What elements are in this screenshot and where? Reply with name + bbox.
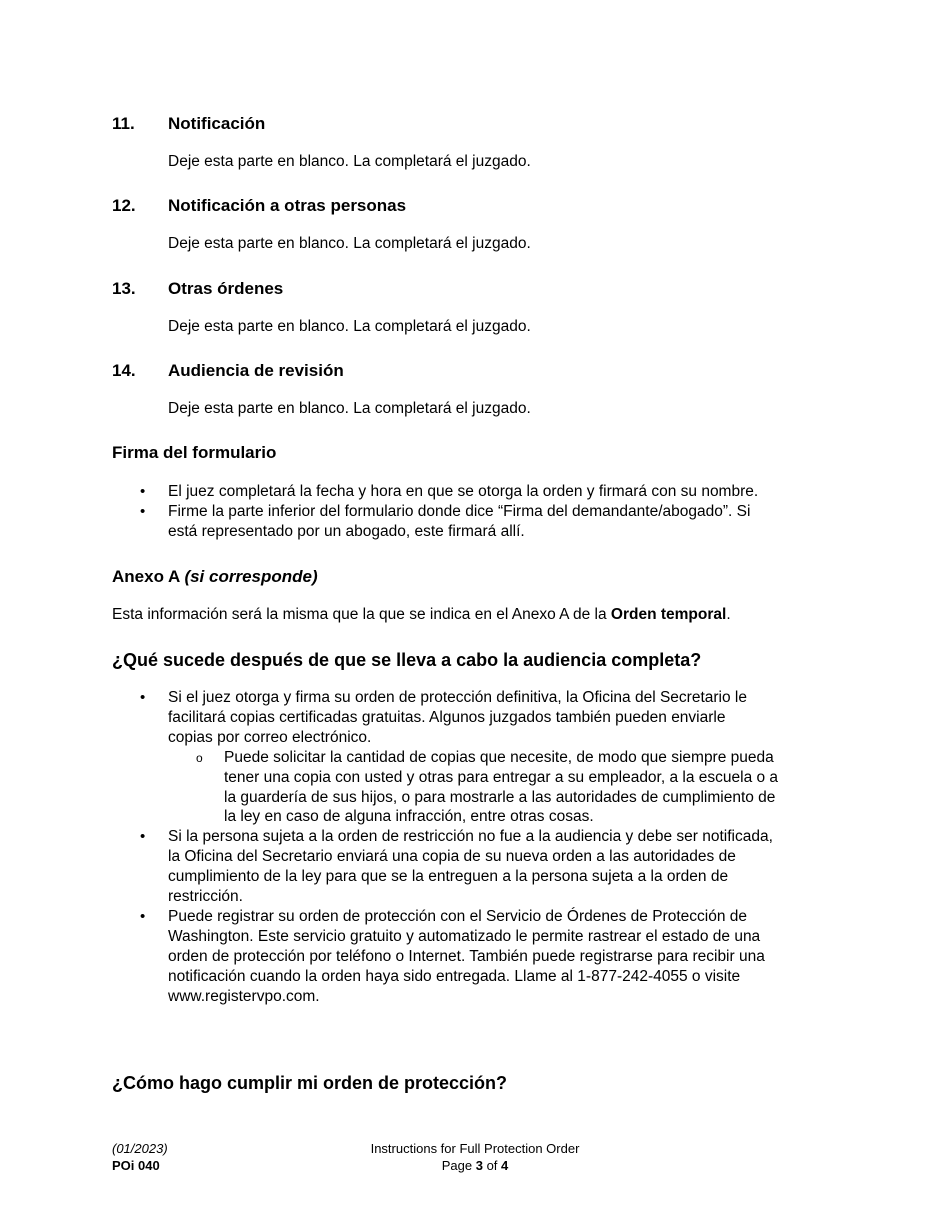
footer-doc-title: Instructions for Full Protection Order [370,1141,580,1156]
despues-bullet-1-line: facilitará copias certificadas gratuitas. Algunos juzgados también pueden enviarle [168,709,726,726]
despues-sub-bullet-line: Puede solicitar la cantidad de copias que necesite, de modo que siempre pueda [224,749,774,766]
section-14-number: 14. [112,361,136,380]
section-12-title: Notificación a otras personas [168,196,407,215]
despues-bullet-3-line: Washington. Este servicio gratuito y automatizado le permite rastrear el estado de una [168,928,761,945]
despues-bullet-2-line: la Oficina del Secretario enviará una copia de su nueva orden a las autoridades de [168,848,736,865]
bullet-dot: • [140,483,146,500]
footer-page-number: 3 [475,1158,483,1173]
bullet-dot: • [140,828,146,845]
anexo-text [112,606,731,624]
firma-bullet-2-line-2: está representado por un abogado, este firmará allí. [168,523,525,540]
section-12-number: 12. [112,196,136,215]
anexo-title-italic: (si corresponde) [184,567,318,586]
despues-bullet-3-line: Puede registrar su orden de protección con el Servicio de Órdenes de Protección de [168,908,748,925]
despues-sub-bullet-line: tener una copia con usted y otras para entregar a su empleador, a la escuela o a [224,769,779,786]
footer-of-word: of [486,1158,498,1173]
despues-bullet-3-line: orden de protección por teléfono o Internet. También puede registrarse para recibir una [168,948,765,965]
section-11-text: Deje esta parte en blanco. La completará el juzgado. [168,153,531,170]
footer-page-word: Page [441,1158,473,1173]
despues-bullet-3-link[interactable]: www.registervpo.com. [168,988,320,1005]
despues-bullet-3-line: notificación cuando la orden haya sido entregada. Llame al 1-877-242-4055 o visite [168,968,741,985]
footer-form-number: POi 040 [112,1158,160,1173]
section-12-text: Deje esta parte en blanco. La completará el juzgado. [168,235,531,252]
section-13-title: Otras órdenes [168,279,284,298]
anexo-text-pre: Esta información será la misma que la que se indica en el Anexo A de la [112,606,611,623]
section-11-number: 11. [112,114,135,133]
despues-bullet-2-line: restricción. [168,888,243,905]
despues-bullet-1-line: copias por correo electrónico. [168,729,372,746]
firma-heading: Firma del formulario [112,443,277,462]
section-11-title: Notificación [168,114,266,133]
bullet-dot: • [140,908,146,925]
como-heading: ¿Cómo hago cumplir mi orden de protección? [112,1073,508,1093]
anexo-text-bold: Orden temporal [610,606,727,623]
bullet-dot: • [140,503,146,520]
despues-heading: ¿Qué sucede después de que se lleva a cabo la audiencia completa? [112,650,702,670]
footer-page-indicator [325,1157,625,1174]
anexo-text-post: . [726,606,731,623]
section-14-text: Deje esta parte en blanco. La completará el juzgado. [168,400,531,417]
despues-sub-bullet-line: la guardería de sus hijos, o para mostrarle a las autoridades de cumplimiento de [224,789,776,806]
footer-page-total: 4 [501,1158,509,1173]
despues-bullet-2-line: Si la persona sujeta a la orden de restricción no fue a la audiencia y debe ser notificada, [168,828,773,845]
sub-bullet-circle: o [196,751,203,765]
section-13-text: Deje esta parte en blanco. La completará el juzgado. [168,318,531,335]
bullet-dot: • [140,689,146,706]
despues-sub-bullet-line: la ley en caso de alguna infracción, entre otras cosas. [224,808,594,825]
despues-bullet-2-line: cumplimiento de la ley para que se la entreguen a la persona sujeta a la orden de [168,868,729,885]
firma-bullet-1: El juez completará la fecha y hora en que se otorga la orden y firmará con su nombre. [168,483,759,500]
section-14-title: Audiencia de revisión [168,361,344,380]
despues-bullet-1-line: Si el juez otorga y firma su orden de protección definitiva, la Oficina del Secretario le [168,689,747,706]
anexo-title: Anexo A [112,567,180,586]
anexo-heading [112,567,318,587]
footer-date: (01/2023) [112,1141,168,1156]
section-13-number: 13. [112,279,136,298]
firma-bullet-2-line-1: Firme la parte inferior del formulario donde dice “Firma del demandante/abogado”. Si [168,503,751,520]
